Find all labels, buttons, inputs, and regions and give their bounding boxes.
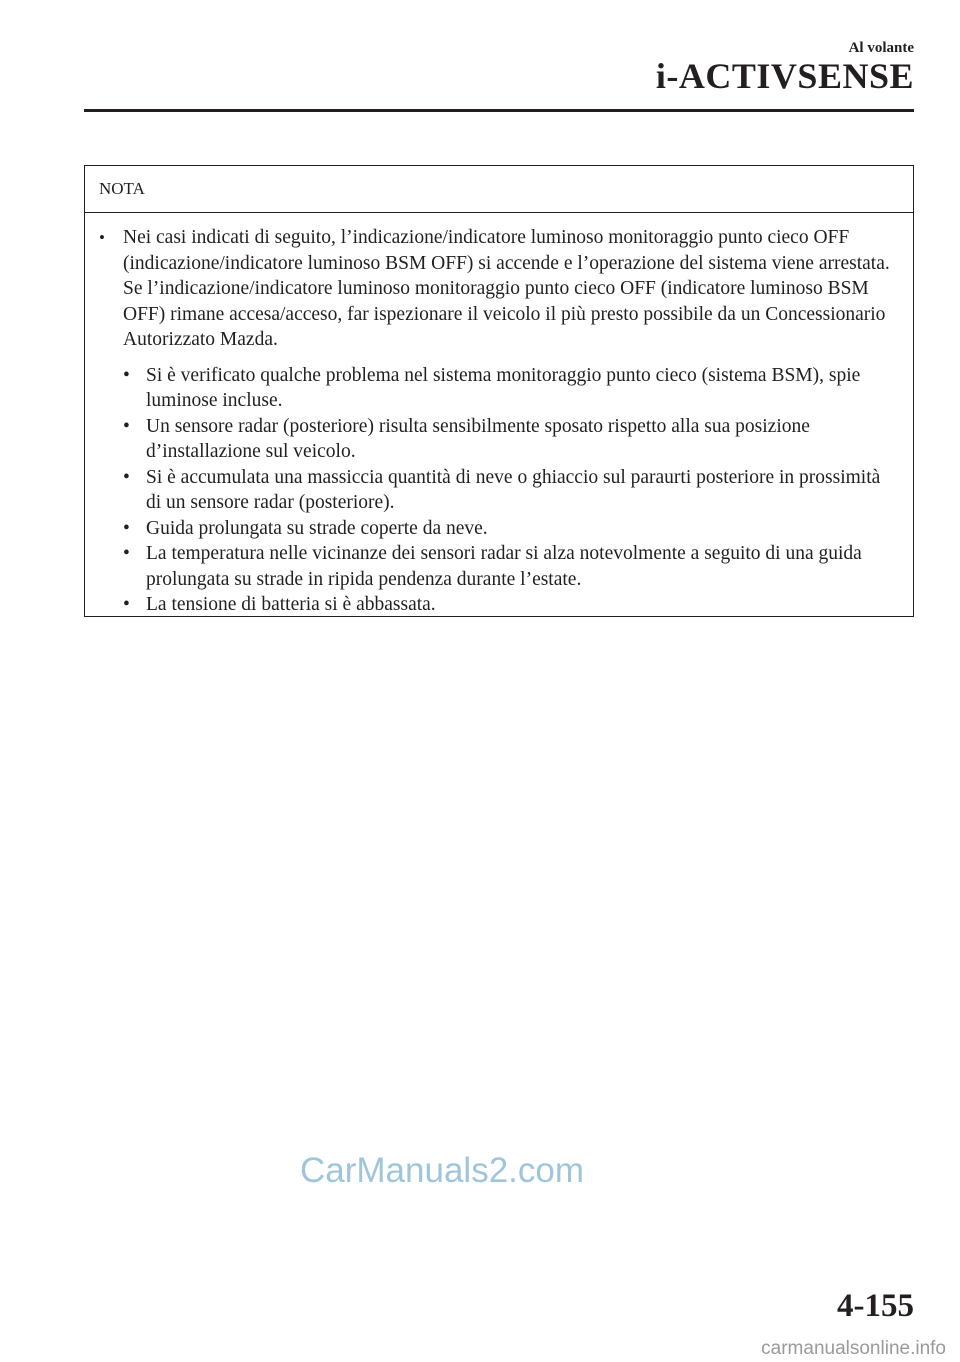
note-box <box>84 165 914 617</box>
section-label: Al volante <box>848 40 914 56</box>
list-item <box>123 465 899 516</box>
footer-site-label: carmanualsonline.info <box>761 1338 946 1359</box>
list-item <box>123 414 899 465</box>
header-divider <box>84 109 914 112</box>
note-heading: NOTA <box>85 166 913 213</box>
bullet-icon: • <box>123 543 130 564</box>
note-body <box>85 213 913 618</box>
bullet-icon: • <box>123 415 130 437</box>
list-item <box>123 363 899 414</box>
list-item-text: Un sensore radar (posteriore) risulta sensibilmente sposato rispetto alla sua posizione d’installazione sul veicolo. <box>146 415 810 462</box>
bullet-icon: • <box>123 466 130 488</box>
watermark: CarManuals2.com <box>300 1151 584 1190</box>
page-number: 4-155 <box>837 1288 914 1324</box>
list-item-text: Si è verificato qualche problema nel sistema monitoraggio punto cieco (sistema BSM), spie luminose incluse. <box>146 364 861 411</box>
list-item-text: Guida prolungata su strade coperte da neve. <box>146 517 488 539</box>
bullet-icon: • <box>123 364 130 386</box>
bullet-icon: • <box>123 594 130 615</box>
note-condition-list <box>123 363 899 618</box>
note-main-text: Nei casi indicati di seguito, l’indicazione/indicatore luminoso monitoraggio punto cieco OFF (indicazione/indicatore luminoso BSM OFF) si accende e l’operazione del sistema viene arrestata. Se l’indicazione/indicatore luminoso monitoraggio punto cieco OFF (indicatore luminoso BSM OFF) rimane accesa/acceso, far ispezionare il veicolo il più presto possibile da un Concessionario Autorizzato Mazda. <box>123 227 890 350</box>
note-main-item <box>99 225 899 353</box>
page-title: i-ACTIVSENSE <box>655 56 914 96</box>
bullet-icon: • <box>123 517 130 539</box>
bullet-icon: • <box>99 228 105 247</box>
list-item-text: La tensione di batteria si è abbassata. <box>146 594 436 615</box>
list-item <box>123 541 899 592</box>
list-item-text: Si è accumulata una massiccia quantità di neve o ghiaccio sul paraurti posteriore in prossimità di un sensore radar (posteriore). <box>146 466 881 513</box>
list-item <box>123 516 899 542</box>
list-item-text: La temperatura nelle vicinanze dei sensori radar si alza notevolmente a seguito di una guida prolungata su strade in ripida pendenza durante l’estate. <box>146 543 862 590</box>
list-item <box>123 592 899 618</box>
